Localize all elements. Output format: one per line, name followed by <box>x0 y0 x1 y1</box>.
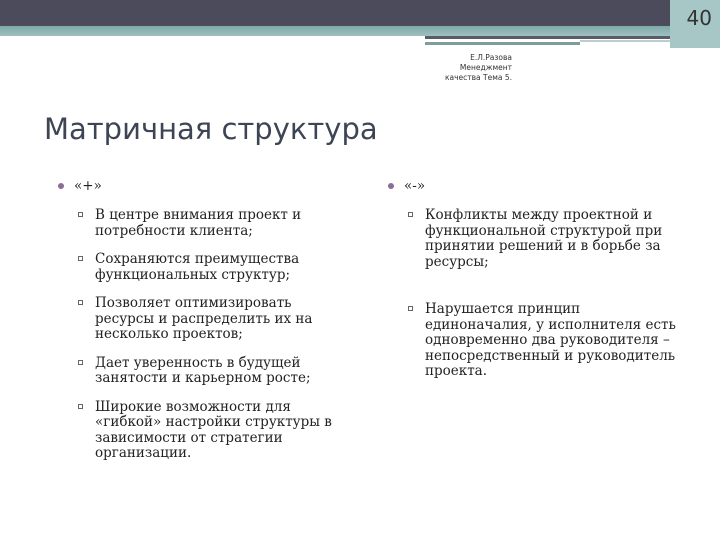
decor-stripe <box>425 36 670 39</box>
cons-heading-text: «-» <box>404 178 426 194</box>
list-item: В центре внимания проект и потребности клиента; <box>58 208 350 239</box>
author-note <box>430 53 512 83</box>
top-accent-band <box>0 26 720 36</box>
cons-heading <box>388 178 684 194</box>
pros-column <box>58 178 350 475</box>
list-item: Дает уверенность в будущей занятости и карьерном росте; <box>58 356 350 387</box>
decor-stripe <box>580 40 670 42</box>
author-name: Е.Л.Разова <box>470 53 512 62</box>
list-item: Позволяет оптимизировать ресурсы и распределить их на несколько проектов; <box>58 296 350 343</box>
list-item: Конфликты между проектной и функциональной структурой при принятии решений и в борьбе за ресурсы; <box>388 208 684 270</box>
list-item: Широкие возможности для «гибкой» настройки структуры в зависимости от стратегии организации. <box>58 400 350 462</box>
list-item: Нарушается принцип единоначалия, у исполнителя есть одновременно два руководителя – непосредственный и руководитель проекта. <box>388 302 684 380</box>
bullet-icon <box>58 183 64 189</box>
square-bullet-icon <box>78 360 83 365</box>
author-course: Менеджмент <box>459 63 512 72</box>
square-bullet-icon <box>78 300 83 305</box>
pros-heading <box>58 178 350 194</box>
bullet-icon <box>388 183 394 189</box>
square-bullet-icon <box>78 256 83 261</box>
pros-heading-text: «+» <box>74 178 102 194</box>
square-bullet-icon <box>408 212 413 217</box>
decor-stripe <box>425 42 580 45</box>
cons-column <box>388 178 684 393</box>
author-topic: качества Тема 5. <box>444 73 512 82</box>
slide-number: 40 <box>686 6 712 30</box>
slide-title: Матричная структура <box>44 112 378 146</box>
square-bullet-icon <box>78 404 83 409</box>
square-bullet-icon <box>408 306 413 311</box>
list-item: Сохраняются преимущества функциональных структур; <box>58 252 350 283</box>
slide-number-box <box>670 0 720 48</box>
square-bullet-icon <box>78 212 83 217</box>
top-bar <box>0 0 720 26</box>
